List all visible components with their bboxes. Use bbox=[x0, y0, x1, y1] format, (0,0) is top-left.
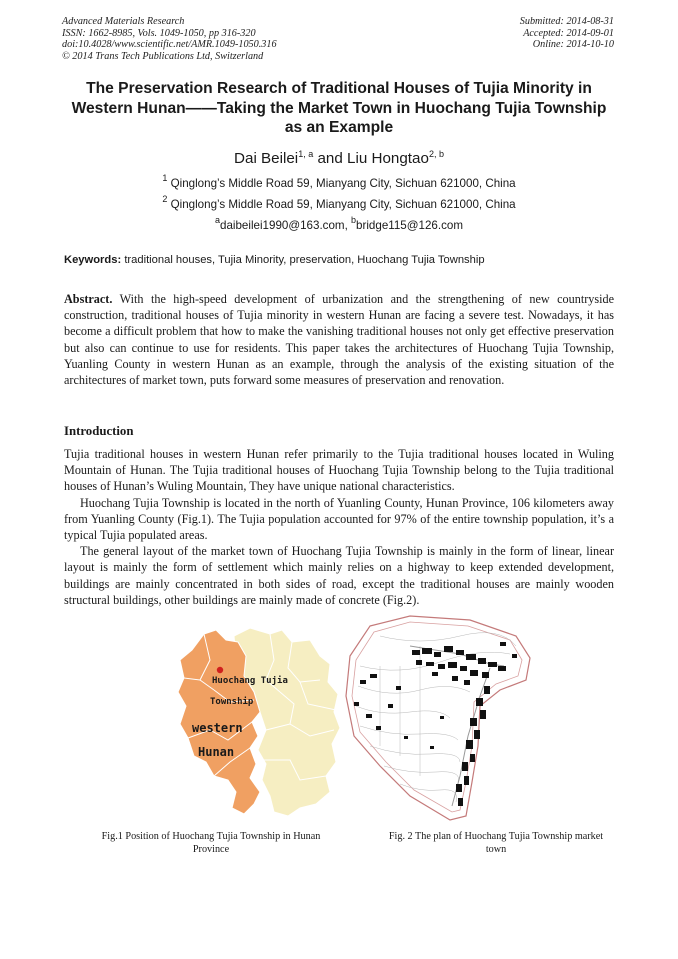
fig1-caption-line1: Fig.1 Position of Huochang Tujia Township in Hunan bbox=[101, 831, 321, 842]
doi-line: doi:10.4028/www.scientific.net/AMR.1049-1050.316 bbox=[62, 39, 277, 51]
journal-header bbox=[62, 16, 277, 62]
town-boundary-outline bbox=[346, 616, 530, 820]
map-label-western: western bbox=[192, 721, 243, 735]
author-1-sup: 1, a bbox=[298, 149, 314, 159]
email-a-sup: a bbox=[214, 215, 220, 225]
intro-paragraph-2: Huochang Tujia Township is located in the north of Yuanling County, Hunan Province, 106 kilometers away from Yuanling County (Fig.1). The Tujia population accounted for 97% of the entire township population, it’s a typical Tujia populated areas. bbox=[64, 495, 614, 543]
building-footprints bbox=[354, 642, 517, 806]
online-date: Online: 2014-10-10 bbox=[532, 39, 614, 51]
fig2-caption-line1: Fig. 2 The plan of Huochang Tujia Township market bbox=[388, 831, 604, 842]
fig1-caption-line2: Province bbox=[192, 844, 230, 855]
title-line-2: Western Hunan——Taking the Market Town in Huochang Tujia Township bbox=[71, 99, 607, 117]
hunan-map-figure bbox=[170, 620, 350, 820]
affiliation-2-text: Qinglong’s Middle Road 59, Mianyang City, Sichuan 621000, China bbox=[170, 198, 516, 211]
copyright-line: © 2014 Trans Tech Publications Ltd, Switzerland bbox=[62, 50, 264, 62]
map-label-township: Township bbox=[210, 697, 254, 707]
huochang-location-marker bbox=[217, 667, 223, 673]
map-label-hunan: Hunan bbox=[198, 745, 235, 759]
author-connector: and bbox=[317, 150, 343, 167]
email-b: bridge115@126.com bbox=[356, 219, 463, 232]
affiliation-1-num: 1 bbox=[162, 173, 168, 183]
keywords-label: Keywords: bbox=[64, 254, 122, 266]
author-1: Dai Beilei bbox=[234, 150, 299, 167]
author-line bbox=[52, 150, 626, 167]
terrain-contours bbox=[356, 633, 516, 802]
figure-2-caption bbox=[372, 830, 620, 856]
affiliation-1 bbox=[52, 173, 626, 190]
abstract-label: Abstract. bbox=[64, 292, 113, 306]
affiliation-1-text: Qinglong’s Middle Road 59, Mianyang City, Sichuan 621000, China bbox=[170, 177, 516, 190]
dates-header bbox=[520, 16, 614, 51]
intro-paragraph-3: The general layout of the market town of Huochang Tujia Township is mainly in the form of linear, linear layout is mainly the form of settlement which mainly relies on a highway to keep extended development, buildings are mainly concentrated in both sides of road, except the traditional houses are mainly wooden structural buildings, other buildings are mainly made of concrete (Fig.2). bbox=[64, 544, 614, 607]
map-label-huochang: Huochang Tujia bbox=[212, 676, 288, 686]
intro-paragraph-1: Tujia traditional houses in western Hunan refer primarily to the Tujia traditional houses located in Wuling Mountain of Hunan. The Tujia traditional houses of Huochang Tujia Township belong to the Tujia traditional houses of Hunan’s Wuling Mountain, They have unique national characteristics. bbox=[64, 447, 614, 494]
author-2: Liu Hongtao bbox=[347, 150, 429, 167]
town-plan-figure bbox=[340, 606, 540, 826]
affiliation-2-num: 2 bbox=[162, 194, 168, 204]
title-line-3: as an Example bbox=[284, 119, 394, 136]
affiliation-2 bbox=[52, 194, 626, 211]
abstract-text: With the high-speed development of urbanization and the strengthening of new countryside construction, traditional houses of Tujia minority in western Hunan are facing a severe test. Nowadays, it has become a difficult problem that how to make the vanishing traditional houses not only get effective preservation but also can continue to use for residents. This paper takes the architectures of Huochang Tujia Township, Yuanling County in western Hunan as an example, through the analysis of the existing situation of the architectures of market town, puts forward some measures of preservation and renovation. bbox=[64, 292, 615, 388]
title-line-1: The Preservation Research of Traditional Houses of Tujia Minority in bbox=[86, 80, 592, 97]
journal-name: Advanced Materials Research bbox=[62, 16, 185, 27]
email-a: daibeilei1990@163.com, bbox=[220, 219, 348, 232]
email-b-sup: b bbox=[351, 215, 357, 225]
accepted-date: Accepted: 2014-09-01 bbox=[523, 27, 614, 39]
introduction-heading: Introduction bbox=[64, 424, 134, 438]
abstract bbox=[64, 291, 614, 388]
submitted-date: Submitted: 2014-08-31 bbox=[519, 16, 614, 27]
fig2-caption-line2: town bbox=[485, 844, 507, 855]
figure-1-caption bbox=[80, 830, 342, 856]
paper-title bbox=[52, 79, 626, 138]
keywords-text: traditional houses, Tujia Minority, preservation, Huochang Tujia Township bbox=[124, 254, 485, 266]
issn-line: ISSN: 1662-8985, Vols. 1049-1050, pp 316-320 bbox=[62, 27, 256, 39]
author-2-sup: 2, b bbox=[428, 149, 444, 159]
keywords bbox=[64, 254, 624, 266]
introduction-body bbox=[64, 446, 614, 608]
email-line bbox=[52, 215, 626, 232]
